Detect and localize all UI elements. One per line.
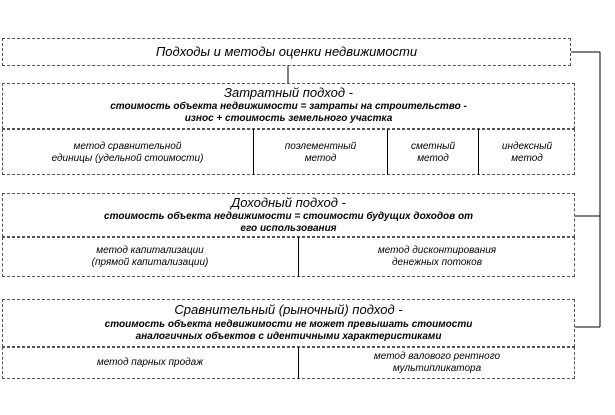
- income-line2: его использования: [240, 223, 337, 234]
- income-method-2-line2: денежных потоков: [392, 257, 482, 268]
- cost-method-2-line2: метод: [304, 153, 337, 164]
- market-method-2-line2: мультипликатора: [392, 363, 482, 374]
- cost-method-1-line2: единицы (удельной стоимости): [51, 153, 204, 164]
- cost-method-3-line2: метод: [417, 153, 449, 164]
- cost-method-2: [254, 141, 387, 165]
- cost-method-2-line1: поэлементный: [284, 141, 357, 152]
- cost-method-1: [2, 141, 253, 165]
- top-title: Подходы и методы оценки недвижимости: [155, 44, 418, 59]
- income-method-1-line2: (прямой капитализации): [91, 257, 209, 268]
- cost-title: Затратный подход -: [223, 85, 354, 100]
- market-line2: аналогичных объектов с идентичными характеристиками: [135, 331, 442, 342]
- cost-method-3-line1: сметный: [410, 141, 456, 152]
- cost-method-4-line1: индексный: [501, 141, 553, 152]
- cost-method-1-line1: метод сравнительной: [73, 141, 182, 152]
- cost-method-4-line2: метод: [511, 153, 543, 164]
- cost-line1: стоимость объекта недвижимости = затраты на строительство -: [110, 101, 467, 112]
- cost-line2: износ + стоимость земельного участка: [184, 113, 393, 124]
- income-line1: стоимость объекта недвижимости = стоимости будущих доходов от: [104, 211, 473, 222]
- market-method-1: [2, 357, 298, 369]
- income-method-1-line1: метод капитализации: [96, 245, 204, 256]
- income-title: Доходный подход -: [231, 195, 346, 210]
- income-method-2-line1: метод дисконтирования: [377, 245, 497, 256]
- market-method-2-line1: метод валового рентного: [373, 351, 501, 362]
- market-method-2: [299, 351, 575, 375]
- market-line1: стоимость объекта недвижимости не может превышать стоимости: [104, 319, 473, 330]
- income-method-2: [299, 245, 575, 269]
- market-method-1-line1: метод парных продаж: [96, 357, 204, 368]
- market-title: Сравнительный (рыночный) подход -: [174, 302, 403, 317]
- income-method-1: [2, 245, 298, 269]
- cost-method-3: [388, 141, 478, 165]
- cost-method-4: [479, 141, 575, 165]
